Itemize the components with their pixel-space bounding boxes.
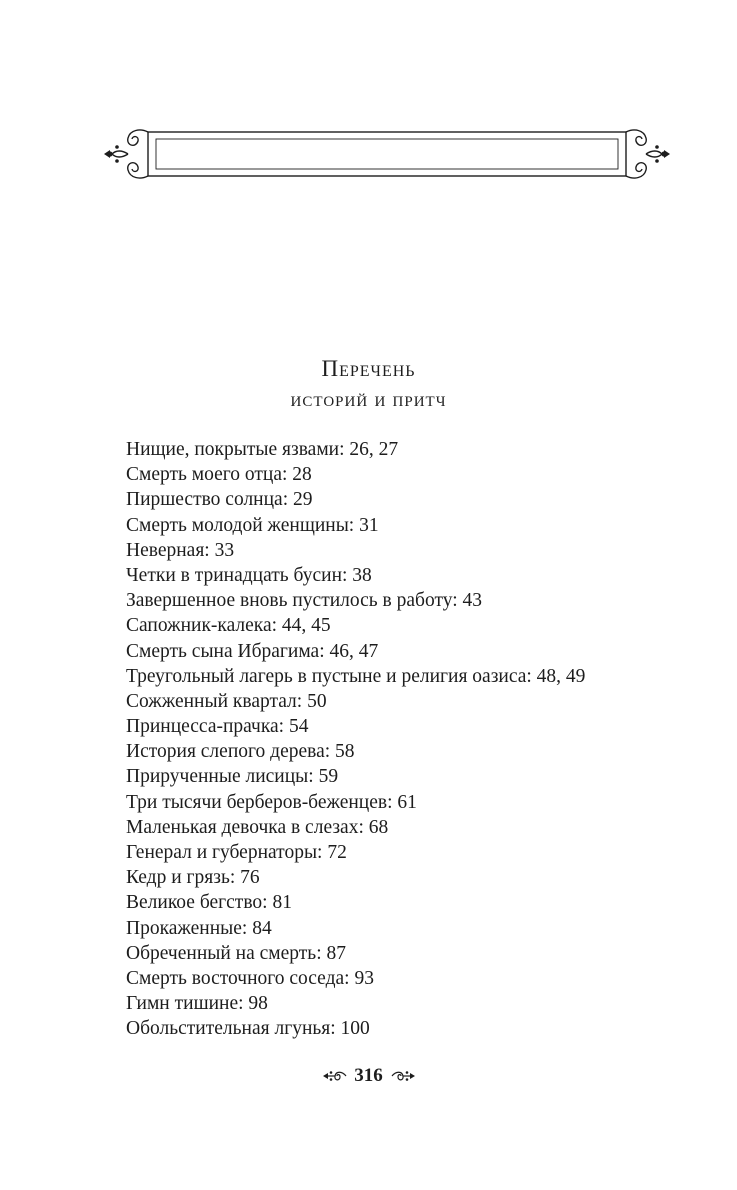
toc-entry: Смерть моего отца: 28 [126, 464, 312, 486]
toc-entry: Генерал и губернаторы: 72 [126, 842, 347, 863]
toc-entry: Прокаженные: 84 [126, 917, 272, 939]
toc-entry: Треугольный лагерь в пустыне и религия оазиса: 48, 49 [126, 665, 586, 687]
toc-entry: Три тысячи берберов-беженцев: 61 [126, 791, 417, 813]
toc-entry: Смерть сына Ибрагима: 46, 47 [126, 640, 379, 662]
page-title: Перечень [321, 356, 416, 381]
table-of-contents [126, 437, 585, 1042]
left-flourish-icon [322, 1068, 348, 1084]
toc-entry: Смерть молодой женщины: 31 [126, 514, 379, 536]
page-subtitle: историй и притч [290, 387, 447, 411]
toc-entry: Принцесса-прачка: 54 [126, 716, 309, 738]
header-ornament-frame [104, 126, 670, 182]
right-flourish-icon [390, 1068, 416, 1084]
toc-entry: Завершенное вновь пустилось в работу: 43 [126, 590, 482, 612]
toc-entry: Обреченный на смерть: 87 [126, 942, 346, 964]
page-footer [0, 1064, 737, 1087]
toc-entry: Кедр и грязь: 76 [126, 867, 260, 889]
toc-entry: Прирученные лисицы: 59 [126, 766, 339, 788]
toc-entry: Маленькая девочка в слезах: 68 [126, 816, 389, 838]
toc-entry: Четки в тринадцать бусин: 38 [126, 564, 372, 586]
toc-entry: Нищие, покрытые язвами: 26, 27 [126, 439, 399, 460]
page-number: 316 [354, 1064, 383, 1086]
toc-entry: Сапожник-калека: 44, 45 [126, 615, 331, 637]
toc-entry: Пиршество солнца: 29 [126, 489, 313, 511]
toc-entry: Гимн тишине: 98 [126, 993, 268, 1015]
toc-entry: Смерть восточного соседа: 93 [126, 967, 374, 989]
toc-entry: Неверная: 33 [126, 539, 235, 561]
toc-entry: История слепого дерева: 58 [126, 741, 355, 763]
toc-entry: Великое бегство: 81 [126, 892, 292, 914]
toc-entry: Обольстительная лгунья: 100 [126, 1018, 370, 1040]
toc-entry: Сожженный квартал: 50 [126, 690, 327, 712]
